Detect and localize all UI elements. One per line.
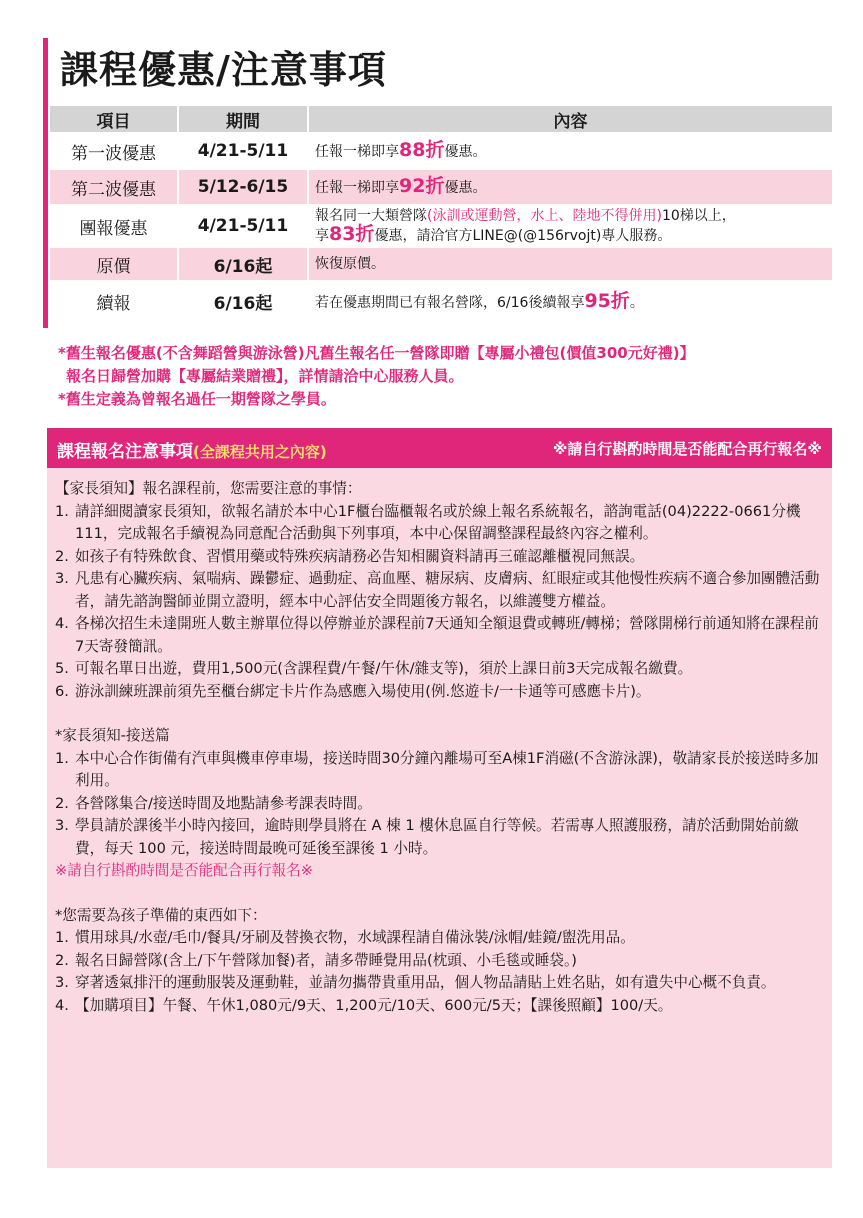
table-row	[50, 133, 832, 169]
warning-note: ※請自行斟酌時間是否能配合再行報名※	[55, 862, 313, 879]
table-row	[50, 169, 832, 205]
row-item: 續報	[50, 281, 178, 321]
discount-highlight: 88折	[399, 139, 445, 161]
accent-bar	[43, 38, 48, 328]
pickup-notes-list	[55, 748, 823, 861]
panel-subtitle: (全課程共用之內容)	[193, 443, 327, 461]
discount-highlight: 83折	[329, 223, 375, 245]
promo-notes	[58, 342, 695, 411]
row-item: 第一波優惠	[50, 133, 178, 169]
row-date: 6/16起	[178, 281, 308, 321]
note-line: *舊生報名優惠(不含舞蹈營與游泳營)凡舊生報名任一營隊即贈【專屬小禮包(價值300元好禮)】	[58, 344, 695, 362]
list-item: 3. 穿著透氣排汗的運動服裝及運動鞋，並請勿攜帶貴重用品，個人物品請貼上姓名貼，如有遺失中心概不負責。	[55, 974, 776, 991]
header-item: 項目	[50, 106, 178, 133]
header-period: 期間	[178, 106, 308, 133]
note-line: *舊生定義為曾報名過任一期營隊之學員。	[58, 390, 336, 408]
table-row	[50, 281, 832, 321]
row-content: 若在優惠期間已有報名營隊，6/16後續報享95折。	[308, 281, 832, 321]
discount-highlight: 95折	[584, 289, 630, 312]
list-item: 1. 本中心合作街備有汽車與機車停車場，接送時間30分鐘內離場可至A棟1F消磁(不含游泳課)，敬請家長於接送時多加利用。	[55, 749, 819, 789]
discount-highlight: 92折	[399, 175, 445, 197]
items-to-bring-list	[55, 927, 823, 1017]
list-item: 6. 游泳訓練班課前須先至櫃台綁定卡片作為感應入場使用(例.悠遊卡/一卡通等可感應卡片)。	[55, 682, 651, 700]
row-content: 任報一梯即享88折優惠。	[308, 133, 832, 169]
section-heading: *您需要為孩子準備的東西如下：	[55, 906, 267, 924]
panel-header	[47, 428, 832, 468]
list-item: 2. 報名日歸營隊(含上/下午營隊加餐)者，請多帶睡覺用品(枕頭、小毛毯或睡袋。)	[55, 951, 577, 969]
list-item: 5. 可報名單日出遊，費用1,500元(含課程費/午餐/午休/雜支等)，須於上課日前3天完成報名繳費。	[55, 660, 693, 677]
note-line: 報名日歸營加購【專屬結業贈禮】，詳情請洽中心服務人員。	[66, 367, 464, 385]
list-item: 4. 【加購項目】午餐、午休1,080元/9天、1,200元/10天、600元/5天；【課後照顧】100/天。	[55, 996, 673, 1014]
list-item: 2. 如孩子有特殊飲食、習慣用藥或特殊疾病請務必告知相關資料請再三確認離櫃視同無誤。	[55, 547, 645, 565]
header-content: 內容	[308, 106, 832, 133]
panel-title: 課程報名注意事項(全課程共用之內容)	[57, 442, 327, 462]
list-item: 1. 請詳細閱讀家長須知，欲報名請於本中心1F櫃台臨櫃報名或於線上報名系統報名，諮詢電話(04)2222-0661分機111，完成報名手續視為同意配合活動與下列事項，本中心保留調整課程最終內容之權利。	[55, 502, 801, 542]
row-date: 5/12-6/15	[178, 169, 308, 205]
list-item: 2. 各營隊集合/接送時間及地點請參考課表時間。	[55, 794, 372, 812]
parent-notes-list	[55, 501, 823, 704]
row-content: 報名同一大類營隊(泳訓或運動營，水上、陸地不得併用)10梯以上， 享83折優惠，請洽官方LINE@(@156rvojt)專人服務。	[308, 205, 832, 247]
section-heading: 【家長須知】報名課程前，您需要注意的事情：	[55, 480, 362, 497]
section-heading: *家長須知-接送篇	[55, 727, 170, 744]
list-item: 3. 凡患有心臟疾病、氣喘病、躁鬱症、過動症、高血壓、糖尿病、皮膚病、紅眼症或其他慢性疾病不適合參加團體活動者，請先諮詢醫師並開立證明，經本中心評估安全問題後方報名，以維護雙方權益。	[55, 570, 820, 610]
list-item: 1. 慣用球具/水壺/毛巾/餐具/牙刷及替換衣物，水域課程請自備泳裝/泳帽/蛙鏡/盥洗用品。	[55, 929, 635, 946]
table-row	[50, 247, 832, 281]
registration-notes-panel	[47, 428, 832, 1168]
row-date: 4/21-5/11	[178, 205, 308, 247]
row-content: 任報一梯即享92折優惠。	[308, 169, 832, 205]
list-item: 3. 學員請於課後半小時內接回，逾時則學員將在 A 棟 1 樓休息區自行等候。若需專人照護服務，請於活動開始前繳費，每天 100 元，接送時間最晚可延後至課後 1 小時。	[55, 817, 799, 857]
table-row	[50, 205, 832, 247]
panel-body	[55, 478, 823, 1017]
row-item: 團報優惠	[50, 205, 178, 247]
row-item: 原價	[50, 247, 178, 281]
row-content: 恢復原價。	[308, 247, 832, 281]
list-item: 4. 各梯次招生未達開班人數主辦單位得以停辦並於課程前7天通知全額退費或轉班/轉梯；營隊開梯行前通知將在課程前7天寄發簡訊。	[55, 615, 819, 655]
panel-header-note: ※請自行斟酌時間是否能配合再行報名※	[552, 440, 822, 458]
row-date: 6/16起	[178, 247, 308, 281]
row-item: 第二波優惠	[50, 169, 178, 205]
promo-table	[50, 106, 832, 321]
row-date: 4/21-5/11	[178, 133, 308, 169]
page-title: 課程優惠/注意事項	[60, 48, 387, 92]
table-header-row	[50, 106, 832, 133]
